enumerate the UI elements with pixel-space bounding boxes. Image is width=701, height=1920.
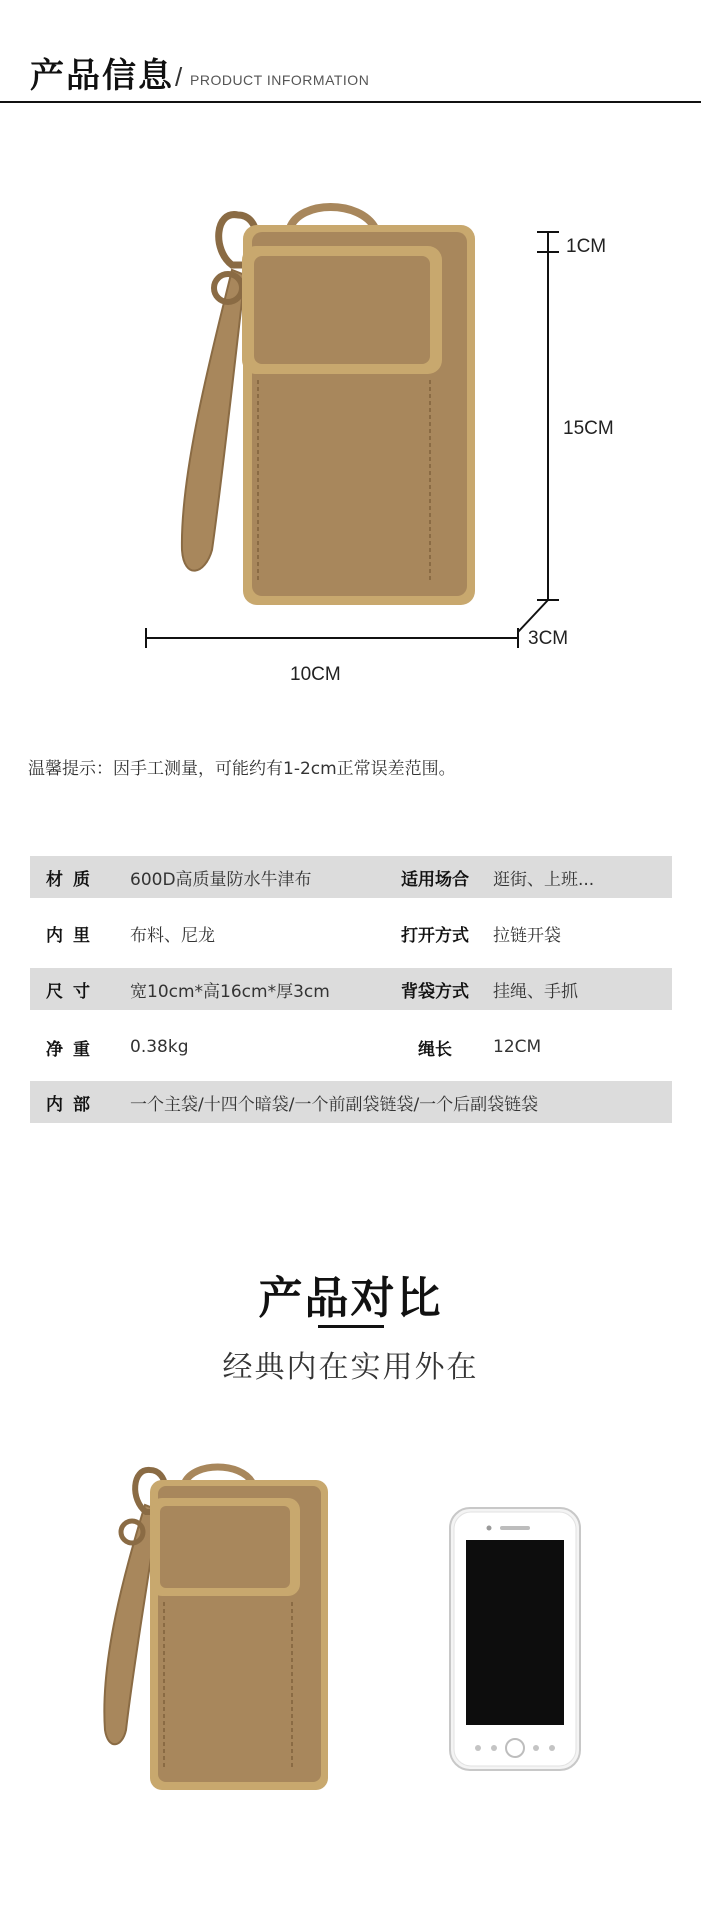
spec-key: 内里 xyxy=(46,925,100,946)
spec-value: 0.38kg xyxy=(130,1037,189,1057)
spec-value: 逛街、上班... xyxy=(493,869,595,890)
spec-key: 材质 xyxy=(46,869,100,890)
spec-key: 内部 xyxy=(46,1094,100,1115)
spec-key: 净重 xyxy=(46,1039,100,1060)
spec-value: 挂绳、手抓 xyxy=(493,981,578,1002)
compare-subtitle: 经典内在实用外在 xyxy=(222,1350,479,1385)
dim-depth-label: 3CM xyxy=(528,628,569,649)
spec-row xyxy=(30,968,672,1010)
spec-value: 布料、尼龙 xyxy=(130,925,215,946)
spec-value: 一个主袋/十四个暗袋/一个前副袋链袋/一个后副袋链袋 xyxy=(130,1094,539,1115)
spec-value: 拉链开袋 xyxy=(493,925,561,946)
section-subtitle: PRODUCT INFORMATION xyxy=(190,72,370,88)
spec-value: 12CM xyxy=(493,1037,542,1057)
title-separator: / xyxy=(175,62,183,92)
dim-top-label: 1CM xyxy=(566,236,607,257)
product-comparison-image xyxy=(0,1460,701,1790)
spec-value: 宽10cm*高16cm*厚3cm xyxy=(130,981,330,1002)
header-divider xyxy=(0,101,701,103)
measurement-note: 温馨提示：因手工测量，可能约有1-2cm正常误差范围。 xyxy=(28,759,456,779)
spec-key: 绳长 xyxy=(418,1039,452,1060)
spec-row xyxy=(30,856,672,898)
compare-title: 产品对比 xyxy=(258,1273,443,1324)
spec-key: 尺寸 xyxy=(46,981,100,1002)
product-dimension-image xyxy=(0,180,701,700)
spec-row xyxy=(30,1081,672,1123)
spec-key: 打开方式 xyxy=(401,925,469,946)
spec-row xyxy=(30,912,672,954)
spec-row xyxy=(30,1026,672,1068)
spec-key: 背袋方式 xyxy=(401,981,469,1002)
dim-height-label: 15CM xyxy=(563,418,614,439)
spec-value: 600D高质量防水牛津布 xyxy=(130,869,312,890)
dim-width-label: 10CM xyxy=(290,664,341,685)
spec-key: 适用场合 xyxy=(401,869,469,890)
compare-title-underline xyxy=(318,1325,384,1328)
section-title: 产品信息 xyxy=(30,56,174,96)
